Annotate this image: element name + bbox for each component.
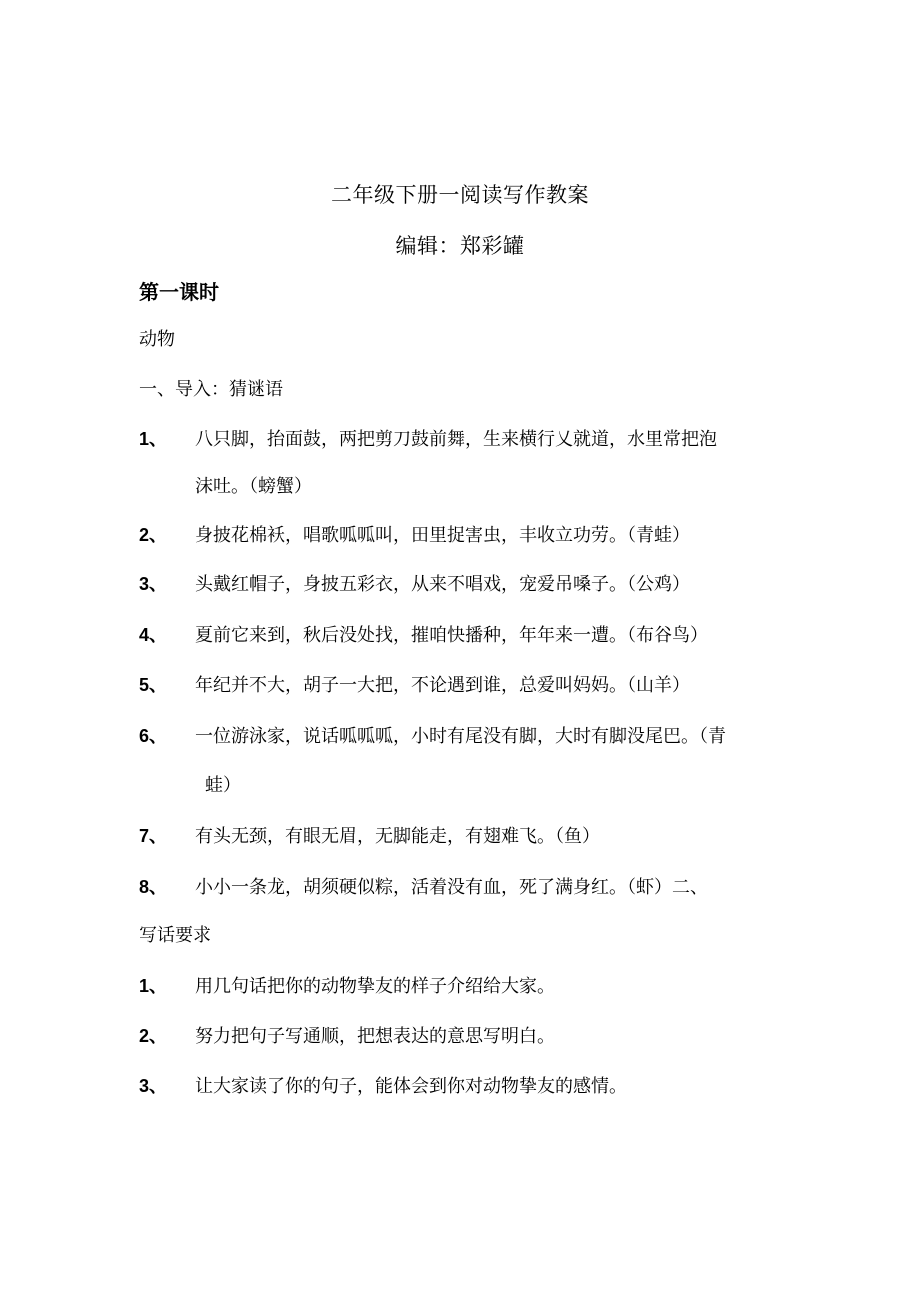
riddle-number: 8、 <box>139 877 168 897</box>
riddle-text: 小小一条龙，胡须硬似粽，活着没有血，死了满身红。（虾）二、 <box>195 877 708 898</box>
requirement-text: 让大家读了你的句子，能体会到你对动物挚友的感情。 <box>195 1076 627 1097</box>
riddle-text: 头戴红帽子，身披五彩衣，从来不唱戏，宠爱吊嗓子。（公鸡） <box>195 574 690 595</box>
topic-label: 动物 <box>139 329 175 350</box>
riddle-text-continuation: 写话要求 <box>139 925 211 946</box>
riddle-text: 夏前它来到，秋后没处找，摧咱快播种，年年来一遭。（布谷鸟） <box>195 625 708 646</box>
riddle-text: 八只脚，抬面鼓，两把剪刀鼓前舞，生来横行乂就道，水里常把泡 <box>195 429 717 450</box>
document-editor: 编辑：郑彩罐 <box>395 234 525 258</box>
requirement-number: 3、 <box>139 1076 168 1096</box>
riddle-number: 7、 <box>139 826 168 846</box>
riddle-number: 4、 <box>139 625 168 645</box>
riddle-text-continuation: 蛙） <box>205 775 241 796</box>
riddle-number: 6、 <box>139 726 168 746</box>
requirement-text: 努力把句子写通顺，把想表达的意思写明白。 <box>195 1026 555 1047</box>
requirement-number: 1、 <box>139 976 168 996</box>
requirement-number: 2、 <box>139 1026 168 1046</box>
riddle-number: 5、 <box>139 675 168 695</box>
lesson-heading: 第一课时 <box>139 280 219 304</box>
section-heading-riddles: 一、导入：猜谜语 <box>139 379 283 400</box>
riddle-text: 年纪并不大，胡子一大把，不论遇到谁，总爱叫妈妈。（山羊） <box>195 675 690 696</box>
riddle-number: 1、 <box>139 429 168 449</box>
requirement-text: 用几句话把你的动物挚友的样子介绍给大家。 <box>195 976 555 997</box>
document-title: 二年级下册一阅读写作教案 <box>331 183 589 207</box>
riddle-number: 3、 <box>139 574 168 594</box>
riddle-text: 有头无颈，有眼无眉，无脚能走，有翅难飞。（鱼） <box>195 826 600 847</box>
riddle-text: 一位游泳家，说话呱呱呱，小时有尾没有脚，大时有脚没尾巴。（青 <box>195 726 726 747</box>
riddle-number: 2、 <box>139 525 168 545</box>
riddle-text: 身披花棉袄，唱歌呱呱叫，田里捉害虫，丰收立功劳。（青蛙） <box>195 525 690 546</box>
riddle-text-continuation: 沫吐。（螃蟹） <box>195 476 312 497</box>
